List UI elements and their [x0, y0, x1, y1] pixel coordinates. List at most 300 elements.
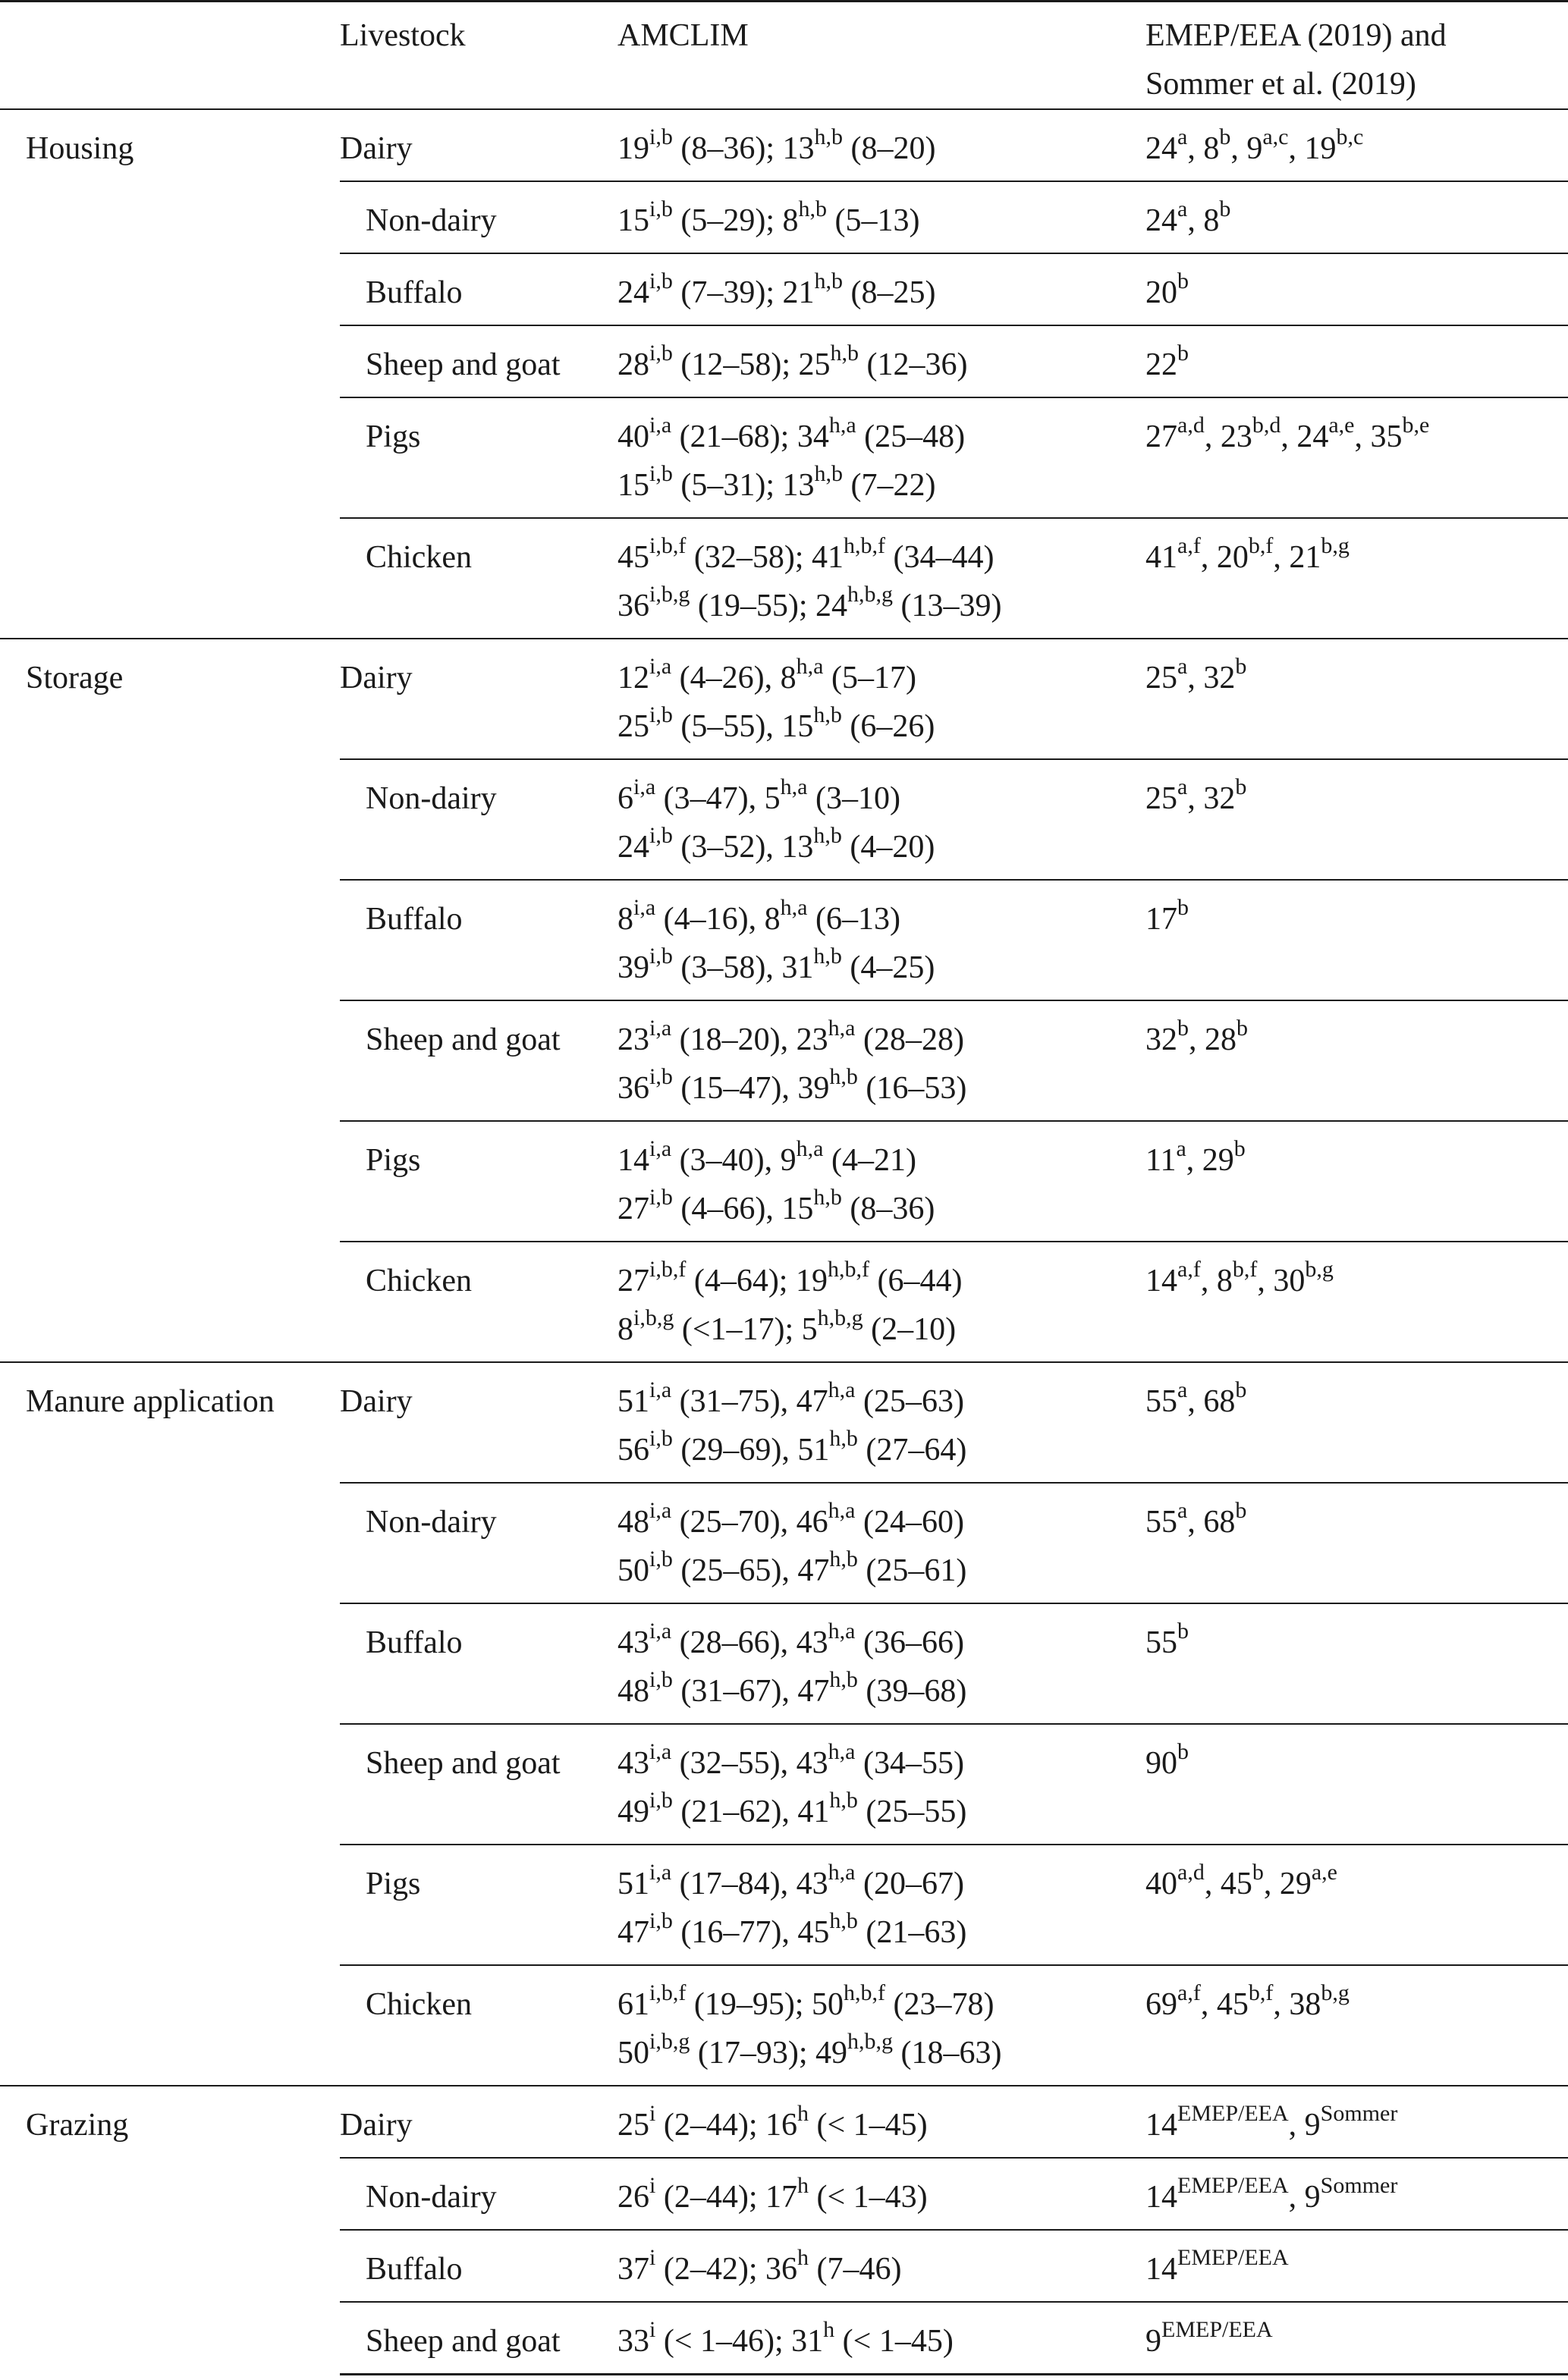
- value-superscript: i,b: [649, 823, 673, 848]
- amclim-line: [617, 582, 1145, 630]
- value-number: 43: [617, 1625, 649, 1660]
- value-superscript: h,b: [814, 461, 843, 486]
- value-superscript: h,b: [813, 702, 842, 727]
- value-range: (12–36): [859, 347, 968, 382]
- header-emep: [1145, 2, 1568, 110]
- amclim-line: [617, 1788, 1145, 1836]
- value-superscript: b,g: [1305, 1257, 1334, 1282]
- value-number: 45: [1220, 1867, 1252, 1901]
- value-range: (17–84),: [671, 1867, 797, 1901]
- value-superscript: i: [649, 2101, 656, 2126]
- value-number: 16: [765, 2108, 797, 2143]
- value-range: (27–64): [857, 1433, 967, 1468]
- value-superscript: i: [649, 2245, 656, 2270]
- value-range: (2–44);: [655, 2180, 765, 2215]
- value-range: (16–53): [857, 1071, 967, 1106]
- value-number: 24: [815, 589, 847, 623]
- emep-line: [1145, 124, 1568, 173]
- value-superscript: h,b: [829, 1426, 858, 1451]
- value-range: (21–68);: [671, 419, 797, 454]
- value-superscript: h,b: [814, 268, 843, 294]
- value-range: (8–36): [841, 1192, 935, 1226]
- value-superscript: b,e: [1402, 413, 1430, 438]
- value-superscript: i,b,g: [633, 1305, 674, 1330]
- value-number: 34: [797, 419, 829, 454]
- value-superscript: h,a: [828, 1619, 856, 1644]
- value-range: (7–46): [809, 2252, 902, 2287]
- value-superscript: a: [1176, 1136, 1186, 1161]
- value-range: (32–55),: [671, 1746, 797, 1781]
- value-range: (4–16),: [655, 902, 765, 937]
- value-number: 14: [1145, 1264, 1177, 1298]
- value-superscript: h: [823, 2317, 835, 2342]
- value-range: (4–66),: [672, 1192, 782, 1226]
- value-superscript: i,a: [633, 895, 656, 920]
- value-range: (4–26),: [671, 661, 781, 695]
- emep-line: [1145, 2317, 1568, 2366]
- value-number: 47: [797, 1553, 830, 1588]
- value-number: 24: [1296, 419, 1329, 454]
- value-range: ,: [1187, 661, 1204, 695]
- value-superscript: a: [1177, 774, 1188, 799]
- emep-line: [1145, 1016, 1568, 1064]
- emep-cell: [1145, 2302, 1568, 2374]
- value-number: 24: [617, 275, 649, 310]
- value-number: 21: [782, 275, 815, 310]
- emep-cell: [1145, 1362, 1568, 1483]
- section-label: Storage: [0, 639, 340, 1362]
- livestock-cell: Buffalo: [340, 253, 617, 325]
- value-range: (<1–17);: [674, 1312, 802, 1347]
- amclim-line: [617, 268, 1145, 317]
- value-number: 13: [781, 830, 814, 865]
- amclim-line: [617, 2029, 1145, 2077]
- value-number: 29: [1202, 1143, 1234, 1178]
- value-range: (3–52),: [672, 830, 782, 865]
- value-range: ,: [1273, 1987, 1290, 2022]
- emep-line: [1145, 533, 1568, 582]
- value-superscript: i,b: [649, 1426, 673, 1451]
- value-superscript: a,f: [1177, 533, 1201, 558]
- value-number: 15: [781, 1192, 814, 1226]
- value-number: 50: [617, 1553, 649, 1588]
- value-number: 43: [796, 1867, 828, 1901]
- value-number: 6: [617, 781, 633, 816]
- emep-cell: [1145, 325, 1568, 397]
- value-range: (34–55): [855, 1746, 964, 1781]
- value-range: (13–39): [893, 589, 1002, 623]
- emep-line: [1145, 2173, 1568, 2221]
- header-livestock: Livestock: [340, 2, 617, 110]
- value-range: (5–29);: [672, 203, 783, 238]
- value-number: 56: [617, 1433, 649, 1468]
- value-superscript: h,b: [829, 1667, 858, 1692]
- amclim-line: [617, 944, 1145, 992]
- value-superscript: h,a: [828, 1860, 856, 1885]
- value-number: 12: [617, 661, 649, 695]
- value-number: 24: [1145, 203, 1177, 238]
- amclim-cell: [617, 1000, 1145, 1121]
- value-range: (25–70),: [671, 1505, 797, 1540]
- amclim-cell: [617, 2302, 1145, 2374]
- value-number: 5: [801, 1312, 818, 1347]
- value-number: 32: [1145, 1022, 1177, 1057]
- value-range: ,: [1187, 781, 1204, 816]
- value-number: 20: [1216, 540, 1249, 575]
- livestock-cell: Buffalo: [340, 1603, 617, 1724]
- value-superscript: i,b: [649, 196, 673, 221]
- value-superscript: i,a: [649, 1377, 672, 1402]
- value-superscript: h,b: [813, 1185, 842, 1210]
- value-range: ,: [1186, 1143, 1202, 1178]
- value-number: 25: [617, 2108, 649, 2143]
- value-range: (4–64);: [686, 1264, 796, 1298]
- table-body: [0, 109, 1568, 2374]
- value-range: (18–20),: [671, 1022, 797, 1057]
- amclim-cell: [617, 397, 1145, 518]
- value-number: 48: [617, 1505, 649, 1540]
- value-superscript: h,a: [796, 654, 824, 679]
- amclim-line: [617, 1185, 1145, 1233]
- value-superscript: a,d: [1177, 1860, 1205, 1885]
- value-range: ,: [1200, 1264, 1217, 1298]
- emep-cell: [1145, 1483, 1568, 1603]
- value-number: 50: [811, 1987, 844, 2022]
- emep-line: [1145, 1739, 1568, 1788]
- value-number: 8: [1203, 203, 1220, 238]
- value-range: (16–77),: [672, 1915, 798, 1950]
- value-number: 14: [1145, 2252, 1177, 2287]
- section-label: Manure application: [0, 1362, 340, 2086]
- value-number: 19: [795, 1264, 828, 1298]
- amclim-cell: [617, 325, 1145, 397]
- value-range: (3–40),: [671, 1143, 781, 1178]
- value-number: 48: [617, 1674, 649, 1709]
- emep-cell: [1145, 1845, 1568, 1965]
- livestock-cell: Chicken: [340, 518, 617, 639]
- value-superscript: i,a: [649, 1136, 672, 1161]
- amclim-line: [617, 1064, 1145, 1113]
- amclim-cell: [617, 880, 1145, 1000]
- emep-line: [1145, 2245, 1568, 2294]
- value-number: 45: [797, 1915, 830, 1950]
- value-range: (28–28): [855, 1022, 964, 1057]
- value-number: 47: [797, 1674, 830, 1709]
- value-superscript: h,a: [828, 1739, 856, 1764]
- value-number: 43: [796, 1746, 828, 1781]
- emep-cell: [1145, 880, 1568, 1000]
- livestock-cell: Dairy: [340, 1362, 617, 1483]
- emep-cell: [1145, 1965, 1568, 2086]
- amclim-line: [617, 1619, 1145, 1667]
- value-number: 14: [1145, 2108, 1177, 2143]
- value-superscript: Sommer: [1320, 2101, 1398, 2126]
- value-range: ,: [1273, 540, 1290, 575]
- amclim-line: [617, 1908, 1145, 1957]
- value-superscript: i,a: [649, 1619, 672, 1644]
- livestock-cell: Buffalo: [340, 2230, 617, 2302]
- value-superscript: i,b,f: [649, 533, 687, 558]
- value-number: 9: [1304, 2108, 1321, 2143]
- value-range: (< 1–43): [809, 2180, 928, 2215]
- amclim-line: [617, 2101, 1145, 2149]
- value-range: (2–10): [863, 1312, 957, 1347]
- value-range: (25–63): [855, 1384, 964, 1419]
- value-number: 90: [1145, 1746, 1177, 1781]
- livestock-cell: Non-dairy: [340, 2158, 617, 2230]
- value-number: 33: [617, 2324, 649, 2359]
- amclim-line: [617, 2317, 1145, 2366]
- value-superscript: b: [1252, 1860, 1264, 1885]
- value-superscript: b: [1219, 196, 1231, 221]
- value-superscript: b: [1177, 895, 1189, 920]
- value-superscript: a,e: [1328, 413, 1355, 438]
- table-row: [0, 639, 1568, 759]
- amclim-cell: [617, 1483, 1145, 1603]
- value-number: 41: [1145, 540, 1177, 575]
- amclim-line: [617, 1667, 1145, 1716]
- value-superscript: b: [1235, 1498, 1247, 1523]
- amclim-line: [617, 1136, 1145, 1185]
- value-number: 36: [617, 1071, 649, 1106]
- value-superscript: i,b: [649, 702, 673, 727]
- livestock-cell: Non-dairy: [340, 759, 617, 880]
- value-number: 36: [617, 589, 649, 623]
- amclim-cell: [617, 2230, 1145, 2302]
- emep-line: [1145, 196, 1568, 245]
- value-superscript: b: [1177, 1619, 1189, 1644]
- value-superscript: a: [1177, 196, 1188, 221]
- value-range: (2–44);: [655, 2108, 765, 2143]
- emep-line: [1145, 895, 1568, 944]
- value-superscript: h: [797, 2245, 809, 2270]
- value-range: (5–55),: [672, 709, 782, 744]
- value-number: 39: [617, 950, 649, 985]
- value-number: 69: [1145, 1987, 1177, 2022]
- value-number: 27: [617, 1264, 649, 1298]
- value-number: 50: [617, 2036, 649, 2071]
- value-range: (< 1–45): [834, 2324, 954, 2359]
- value-range: ,: [1204, 419, 1221, 454]
- value-superscript: i,b,g: [649, 2029, 690, 2054]
- value-range: ,: [1288, 2108, 1305, 2143]
- value-range: (36–66): [855, 1625, 964, 1660]
- value-number: 24: [1145, 131, 1177, 166]
- value-superscript: h,b: [830, 341, 859, 366]
- value-superscript: EMEP/EEA: [1177, 2173, 1289, 2198]
- value-superscript: a: [1177, 1377, 1188, 1402]
- value-superscript: b,f: [1248, 533, 1274, 558]
- livestock-cell: Sheep and goat: [340, 1724, 617, 1845]
- section-label: Grazing: [0, 2086, 340, 2374]
- amclim-line: [617, 1498, 1145, 1546]
- value-range: (28–66),: [671, 1625, 797, 1660]
- value-number: 8: [1216, 1264, 1233, 1298]
- value-superscript: i,a: [649, 654, 672, 679]
- value-range: (25–55): [857, 1794, 967, 1829]
- value-superscript: i,b: [649, 1667, 673, 1692]
- value-number: 45: [1216, 1987, 1249, 2022]
- value-superscript: i,b: [649, 268, 673, 294]
- value-range: (19–55);: [690, 589, 815, 623]
- value-superscript: EMEP/EEA: [1177, 2245, 1289, 2270]
- value-superscript: b: [1177, 1739, 1189, 1764]
- value-range: (20–67): [855, 1867, 964, 1901]
- value-range: ,: [1187, 131, 1204, 166]
- emep-line: [1145, 1980, 1568, 2029]
- value-number: 39: [797, 1071, 830, 1106]
- value-superscript: i,a: [633, 774, 656, 799]
- value-range: (4–25): [841, 950, 935, 985]
- value-superscript: b: [1219, 124, 1231, 149]
- value-superscript: i,b: [649, 944, 673, 969]
- amclim-line: [617, 2173, 1145, 2221]
- value-superscript: i,a: [649, 413, 672, 438]
- value-number: 23: [1220, 419, 1252, 454]
- value-number: 8: [764, 902, 781, 937]
- value-number: 32: [1203, 781, 1236, 816]
- value-number: 41: [797, 1794, 830, 1829]
- value-range: (32–58);: [686, 540, 812, 575]
- value-superscript: h: [797, 2101, 809, 2126]
- header-amclim: AMCLIM: [617, 2, 1145, 110]
- value-superscript: h,b: [813, 944, 842, 969]
- amclim-cell: [617, 253, 1145, 325]
- value-range: (24–60): [855, 1505, 964, 1540]
- value-superscript: h,a: [796, 1136, 824, 1161]
- value-superscript: h,a: [828, 413, 856, 438]
- value-superscript: a: [1177, 654, 1188, 679]
- value-number: 47: [617, 1915, 649, 1950]
- amclim-line: [617, 774, 1145, 823]
- amclim-cell: [617, 109, 1145, 181]
- livestock-cell: Pigs: [340, 1845, 617, 1965]
- emep-cell: [1145, 2230, 1568, 2302]
- value-range: (6–26): [841, 709, 935, 744]
- value-superscript: a,f: [1177, 1980, 1201, 2005]
- table-row: [0, 109, 1568, 181]
- amclim-cell: [617, 1965, 1145, 2086]
- value-range: ,: [1288, 131, 1305, 166]
- value-number: 51: [617, 1867, 649, 1901]
- value-number: 28: [617, 347, 649, 382]
- value-number: 15: [617, 468, 649, 503]
- value-number: 8: [1203, 131, 1220, 166]
- value-number: 43: [796, 1625, 828, 1660]
- value-range: (21–62),: [672, 1794, 798, 1829]
- value-superscript: b: [1177, 268, 1189, 294]
- value-number: 19: [617, 131, 649, 166]
- livestock-cell: Pigs: [340, 397, 617, 518]
- emep-line: [1145, 1136, 1568, 1185]
- amclim-line: [617, 1546, 1145, 1595]
- emep-cell: [1145, 639, 1568, 759]
- value-number: 21: [1289, 540, 1321, 575]
- value-range: (25–65),: [672, 1553, 798, 1588]
- emep-line: [1145, 1257, 1568, 1305]
- value-number: 9: [780, 1143, 797, 1178]
- value-number: 40: [1145, 1867, 1177, 1901]
- emep-line: [1145, 1498, 1568, 1546]
- amclim-line: [617, 341, 1145, 389]
- value-number: 19: [1304, 131, 1337, 166]
- value-number: 43: [617, 1746, 649, 1781]
- value-range: ,: [1187, 1384, 1204, 1419]
- value-range: (3–58),: [672, 950, 782, 985]
- value-superscript: i,b,f: [649, 1980, 687, 2005]
- amclim-cell: [617, 1362, 1145, 1483]
- value-superscript: b,g: [1321, 533, 1350, 558]
- value-number: 23: [617, 1022, 649, 1057]
- emep-cell: [1145, 2086, 1568, 2158]
- emep-line: [1145, 654, 1568, 702]
- value-number: 32: [1203, 661, 1236, 695]
- amclim-line: [617, 2245, 1145, 2294]
- value-number: 17: [1145, 902, 1177, 937]
- value-number: 55: [1145, 1625, 1177, 1660]
- value-range: (17–93);: [690, 2036, 815, 2071]
- value-range: ,: [1187, 1505, 1204, 1540]
- value-range: ,: [1280, 419, 1297, 454]
- value-range: (5–13): [827, 203, 920, 238]
- value-range: ,: [1288, 2180, 1305, 2215]
- value-range: (29–69),: [672, 1433, 798, 1468]
- value-number: 8: [780, 661, 797, 695]
- value-number: 36: [765, 2252, 797, 2287]
- value-number: 68: [1203, 1384, 1236, 1419]
- value-number: 29: [1279, 1867, 1312, 1901]
- amclim-cell: [617, 2158, 1145, 2230]
- value-number: 9: [1246, 131, 1263, 166]
- value-range: (15–47),: [672, 1071, 798, 1106]
- value-range: (3–47),: [655, 781, 765, 816]
- value-number: 38: [1289, 1987, 1321, 2022]
- amclim-line: [617, 1739, 1145, 1788]
- value-number: 22: [1145, 347, 1177, 382]
- amclim-cell: [617, 759, 1145, 880]
- value-superscript: i,b: [649, 341, 673, 366]
- section-label: Housing: [0, 109, 340, 639]
- value-number: 55: [1145, 1384, 1177, 1419]
- value-superscript: EMEP/EEA: [1177, 2101, 1289, 2126]
- value-number: 17: [765, 2180, 797, 2215]
- value-number: 25: [1145, 781, 1177, 816]
- value-superscript: h,b,g: [817, 1305, 863, 1330]
- value-superscript: i,a: [649, 1739, 672, 1764]
- value-range: (21–63): [857, 1915, 967, 1950]
- amclim-line: [617, 1377, 1145, 1426]
- amclim-line: [617, 1257, 1145, 1305]
- emep-line: [1145, 774, 1568, 823]
- value-number: 25: [798, 347, 831, 382]
- value-range: (6–13): [807, 902, 900, 937]
- emep-cell: [1145, 1000, 1568, 1121]
- value-superscript: i,a: [649, 1498, 672, 1523]
- value-number: 9: [1145, 2324, 1161, 2359]
- value-number: 9: [1304, 2180, 1321, 2215]
- value-superscript: h,b: [798, 196, 827, 221]
- value-range: (2–42);: [655, 2252, 765, 2287]
- value-superscript: i,b: [649, 461, 673, 486]
- value-superscript: b,c: [1336, 124, 1364, 149]
- value-superscript: i,b,g: [649, 582, 690, 607]
- value-number: 37: [617, 2252, 649, 2287]
- value-superscript: i,b: [649, 1908, 673, 1933]
- amclim-cell: [617, 1242, 1145, 1362]
- value-number: 13: [782, 468, 815, 503]
- value-number: 15: [781, 709, 814, 744]
- value-superscript: b,f: [1248, 1980, 1274, 2005]
